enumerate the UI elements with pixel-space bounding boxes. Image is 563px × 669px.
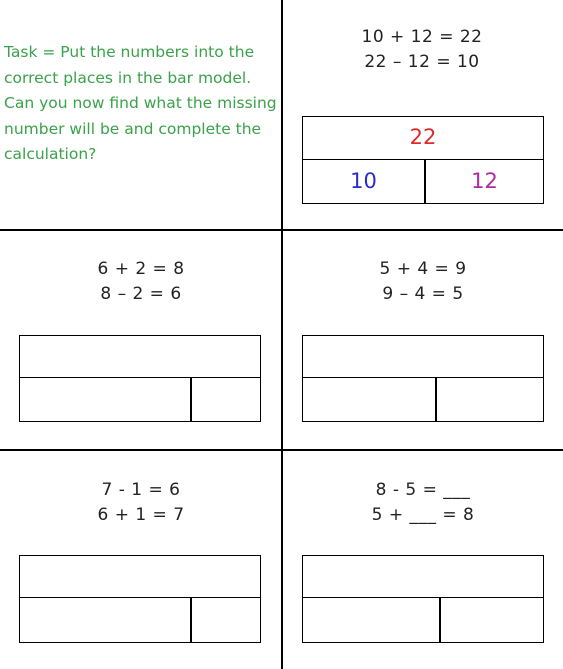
problem-3-equation-2: 6 + 1 = 7 [97, 505, 185, 525]
problem-3-bar-model [19, 555, 261, 643]
example-equation-2: 22 – 12 = 10 [364, 52, 480, 72]
problem-2-bar-whole [303, 336, 543, 378]
problem-4-bar-model [302, 555, 544, 643]
horizontal-divider-1 [0, 229, 563, 231]
problem-4-equation-1: 8 - 5 = ___ [375, 480, 471, 500]
problem-2-equation-1: 5 + 4 = 9 [379, 259, 467, 279]
problem-1-bar-split [190, 377, 192, 421]
example-equation-1: 10 + 12 = 22 [361, 27, 483, 47]
problem-1-equation-1: 6 + 2 = 8 [97, 259, 185, 279]
problem-4-bar-whole [303, 556, 543, 598]
problem-4-bar-split [439, 597, 441, 642]
example-part-1-value: 10 [350, 169, 377, 193]
problem-1-equation-2: 8 – 2 = 6 [100, 284, 182, 304]
horizontal-divider-2 [0, 449, 563, 451]
problem-2-bar-split [435, 377, 437, 421]
problem-4-equation-2: 5 + ___ = 8 [371, 505, 475, 525]
problem-3-bar-split [190, 597, 192, 642]
example-part-2-value: 12 [471, 169, 498, 193]
task-instructions: Task = Put the numbers into the correct places in the bar model. Can you now find what the missing number will be and complete the calculation? [4, 43, 277, 163]
example-whole-value: 22 [409, 125, 437, 149]
problem-3-bar-whole [20, 556, 260, 598]
problem-1-bar-whole [20, 336, 260, 378]
problem-2-equation-2: 9 – 4 = 5 [382, 284, 464, 304]
problem-3-equation-1: 7 - 1 = 6 [101, 480, 181, 500]
problem-1-bar-model [19, 335, 261, 422]
problem-2-bar-model [302, 335, 544, 422]
example-bar-model [302, 116, 544, 204]
